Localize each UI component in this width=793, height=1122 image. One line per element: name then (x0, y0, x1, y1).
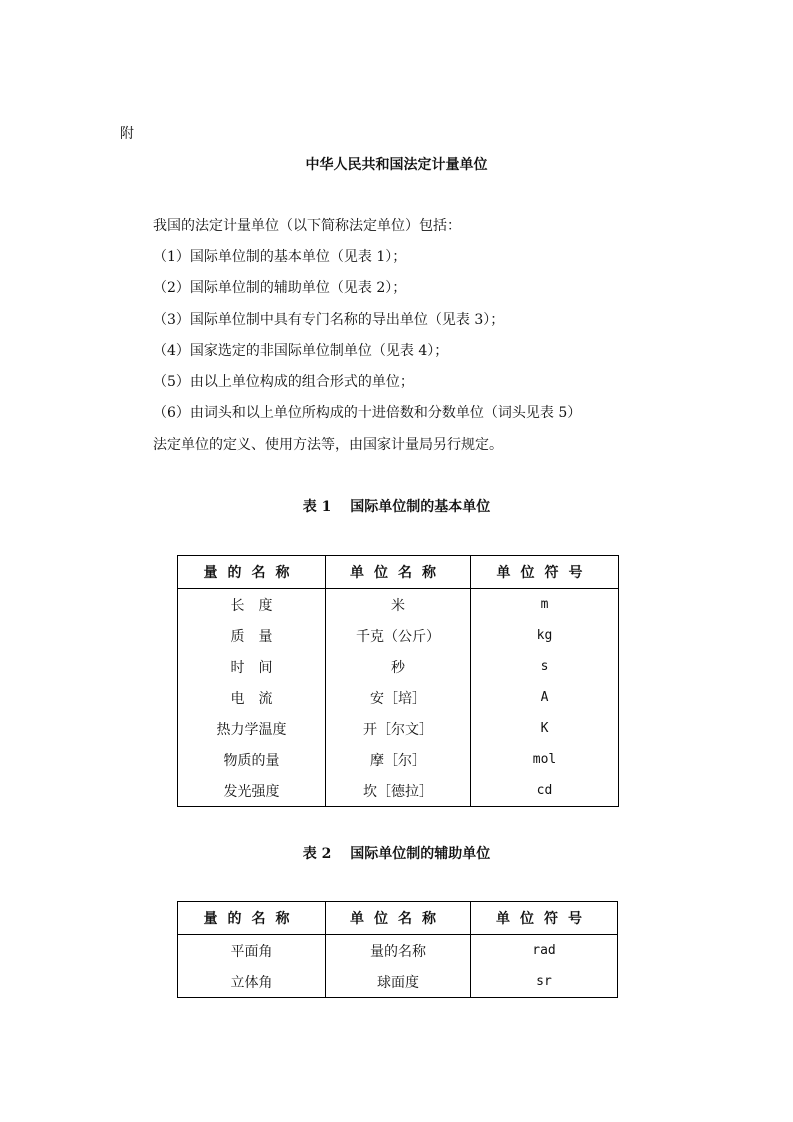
unit-symbol-cell: mol (471, 744, 619, 775)
table1 (177, 555, 619, 807)
quantity-name-cell: 平面角 (178, 935, 326, 967)
table2 (177, 901, 618, 998)
unit-name-cell: 秒 (326, 651, 471, 682)
table-row (178, 775, 619, 807)
header-cell: 单位符号 (471, 556, 619, 589)
header-cell: 量的名称 (178, 556, 326, 589)
unit-name-cell: 坎［德拉］ (326, 775, 471, 807)
table-row (178, 651, 619, 682)
quantity-name-cell: 立体角 (178, 966, 326, 998)
header-cell: 单位名称 (326, 556, 471, 589)
unit-symbol-cell: sr (471, 966, 618, 998)
table1-caption: 表 1 国际单位制的基本单位 (302, 499, 491, 515)
unit-name-cell: 米 (326, 589, 471, 621)
unit-name-cell: 量的名称 (326, 935, 471, 967)
list-item: （2）国际单位制的辅助单位（见表 2）； (153, 280, 407, 296)
page-title: 中华人民共和国法定计量单位 (305, 157, 488, 173)
table-row (178, 682, 619, 713)
unit-name-cell: 摩［尔］ (326, 744, 471, 775)
unit-name-cell: 千克（公斤） (326, 620, 471, 651)
table-row (178, 589, 619, 621)
list-item: （1）国际单位制的基本单位（见表 1）； (153, 249, 407, 265)
quantity-name-cell: 热力学温度 (178, 713, 326, 744)
table-row (178, 744, 619, 775)
unit-symbol-cell: K (471, 713, 619, 744)
list-item: （3）国际单位制中具有专门名称的导出单位（见表 3）； (153, 312, 505, 328)
unit-symbol-cell: cd (471, 775, 619, 807)
table2-caption: 表 2 国际单位制的辅助单位 (302, 846, 491, 862)
unit-name-cell: 球面度 (326, 966, 471, 998)
closing-text: 法定单位的定义、使用方法等，由国家计量局另行规定。 (153, 437, 503, 453)
quantity-name-cell: 时 间 (178, 651, 326, 682)
unit-symbol-cell: m (471, 589, 619, 621)
quantity-name-cell: 长 度 (178, 589, 326, 621)
unit-symbol-cell: A (471, 682, 619, 713)
list-item: （5）由以上单位构成的组合形式的单位； (153, 374, 414, 390)
intro-text: 我国的法定计量单位（以下简称法定单位）包括： (153, 218, 461, 234)
list-item: （4）国家选定的非国际单位制单位（见表 4）； (153, 343, 449, 359)
quantity-name-cell: 质 量 (178, 620, 326, 651)
header-cell: 单位符号 (471, 902, 618, 935)
unit-symbol-cell: s (471, 651, 619, 682)
table-row (178, 620, 619, 651)
quantity-name-cell: 物质的量 (178, 744, 326, 775)
table-header-row (178, 556, 619, 589)
table-row (178, 966, 618, 998)
table-header-row (178, 902, 618, 935)
unit-symbol-cell: kg (471, 620, 619, 651)
appendix-label: 附 (120, 126, 134, 142)
table-row (178, 713, 619, 744)
table-row (178, 935, 618, 967)
unit-name-cell: 安［培］ (326, 682, 471, 713)
list-item: （6）由词头和以上单位所构成的十进倍数和分数单位（词头见表 5） (153, 405, 582, 421)
quantity-name-cell: 发光强度 (178, 775, 326, 807)
unit-symbol-cell: rad (471, 935, 618, 967)
header-cell: 量的名称 (178, 902, 326, 935)
quantity-name-cell: 电 流 (178, 682, 326, 713)
unit-name-cell: 开［尔文］ (326, 713, 471, 744)
header-cell: 单位名称 (326, 902, 471, 935)
